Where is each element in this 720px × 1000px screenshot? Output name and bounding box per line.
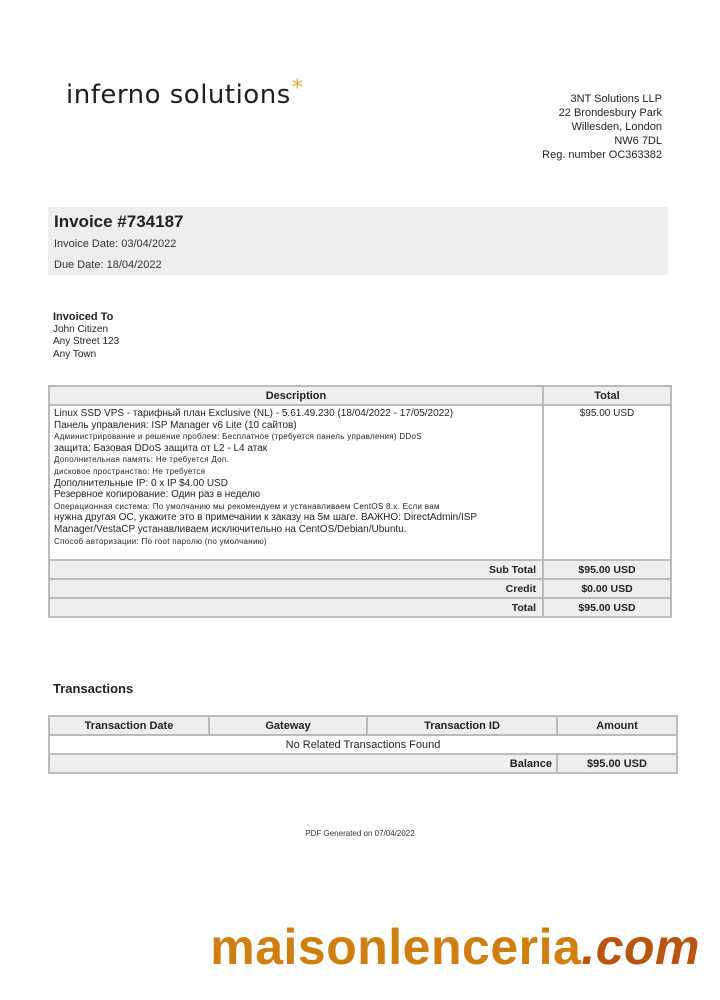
subtotal-row — [49, 560, 671, 579]
watermark-name: maisonlenceria — [210, 919, 582, 975]
transactions-title: Transactions — [53, 681, 134, 696]
customer-town: Any Town — [53, 348, 97, 360]
invoice-items-table — [48, 385, 672, 618]
total-label: Total — [49, 598, 543, 617]
credit-row — [49, 579, 671, 598]
brand-name: inferno solutions — [66, 80, 291, 110]
company-reg-number: Reg. number OC363382 — [542, 149, 662, 161]
credit-label: Credit — [49, 579, 543, 598]
invoice-date: Invoice Date: 03/04/2022 — [54, 238, 177, 250]
company-postcode: NW6 7DL — [614, 135, 662, 147]
credit-value: $0.00 USD — [543, 579, 671, 598]
item-line: Администрирование и решение проблем: Бесплатное (требуется панель управления) DDoS — [54, 432, 422, 442]
subtotal-label: Sub Total — [49, 560, 543, 579]
total-value: $95.00 USD — [543, 598, 671, 617]
table-header-row — [49, 716, 677, 735]
column-header-total: Total — [543, 386, 671, 405]
item-line: Дополнительная память: Не требуется Доп. — [54, 455, 230, 465]
item-line: Способ авторизации: По root паролю (по умолчанию) — [54, 536, 267, 546]
balance-value: $95.00 USD — [557, 754, 677, 773]
watermark — [210, 918, 700, 976]
item-line: Панель управления: ISP Manager v6 Lite (10 сайтов) — [54, 419, 297, 431]
company-city: Willesden, London — [571, 121, 662, 133]
due-date: Due Date: 18/04/2022 — [54, 259, 162, 271]
company-street: 22 Brondesbury Park — [558, 107, 662, 119]
total-row — [49, 598, 671, 617]
balance-label: Balance — [49, 754, 557, 773]
item-line: дисковое пространство: Не требуется — [54, 466, 206, 476]
column-header-transaction-id: Transaction ID — [367, 716, 557, 735]
subtotal-value: $95.00 USD — [543, 560, 671, 579]
customer-name: John Citizen — [53, 323, 109, 335]
item-line: Резервное копирование: Один раз в неделю — [54, 489, 261, 501]
table-row — [49, 735, 677, 754]
no-transactions-message: No Related Transactions Found — [49, 735, 677, 754]
customer-street: Any Street 123 — [53, 336, 120, 347]
column-header-amount: Amount — [557, 716, 677, 735]
column-header-gateway: Gateway — [209, 716, 367, 735]
invoiced-to — [53, 311, 119, 361]
table-header-row — [49, 386, 671, 405]
item-line: нужна другая ОС, укажите это в примечании к заказу на 5м шаге. ВАЖНО: DirectAdmin/ISP — [54, 512, 478, 524]
item-amount: $95.00 USD — [543, 405, 671, 560]
pdf-generated-note: PDF Generated on 07/04/2022 — [305, 829, 415, 838]
transactions-table — [48, 715, 678, 774]
watermark-tld: .com — [581, 919, 700, 975]
item-line: защита: Базовая DDoS защита от L2 - L4 атак — [54, 442, 268, 454]
balance-row — [49, 754, 677, 773]
item-description — [49, 405, 543, 560]
item-line: Manager/VestaCP устанавливаем исключительно на CentOS/Debian/Ubuntu. — [54, 523, 407, 535]
star-icon: * — [291, 76, 304, 101]
item-line: Дополнительные IP: 0 x IP $4.00 USD — [54, 477, 229, 489]
table-row — [49, 405, 671, 560]
invoice-title: Invoice #734187 — [54, 212, 184, 231]
invoice-header — [48, 207, 668, 275]
column-header-transaction-date: Transaction Date — [49, 716, 209, 735]
item-line: Linux SSD VPS - тарифный план Exclusive (NL) - 5.61.49.230 (18/04/2022 - 17/05/2022) — [54, 408, 454, 419]
company-name: 3NT Solutions LLP — [570, 93, 662, 105]
brand-logo — [66, 76, 303, 110]
column-header-description: Description — [49, 386, 543, 405]
item-line: Операционная система: По умолчанию мы рекомендуем и устанавливаем CentOS 8.x. Если вам — [54, 501, 440, 511]
invoiced-to-label: Invoiced To — [53, 311, 114, 323]
company-address — [542, 92, 662, 162]
